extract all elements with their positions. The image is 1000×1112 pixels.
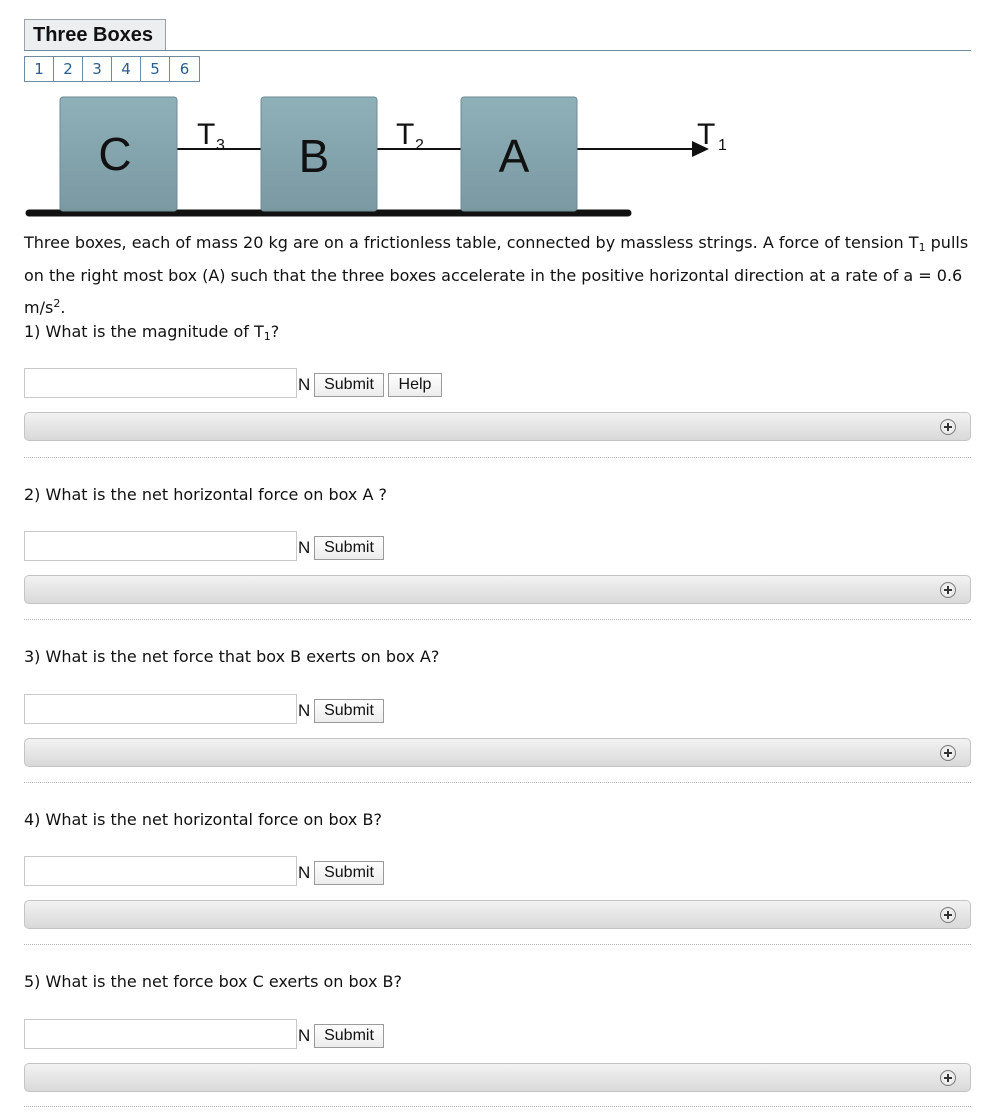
page-tab-1[interactable]: 1: [24, 56, 54, 82]
problem-subscript: 1: [918, 241, 926, 254]
problem-text-part-1: Three boxes, each of mass 20 kg are on a frictionless table, connected by massless strings. A force of tension T: [24, 233, 919, 252]
expand-plus-icon[interactable]: [940, 907, 956, 923]
page-tab-4[interactable]: 4: [111, 56, 141, 82]
question-1-subscript: 1: [263, 330, 271, 343]
question-3-answer-input[interactable]: [24, 694, 297, 724]
question-5-answer-input[interactable]: [24, 1019, 297, 1049]
question-1-help-button[interactable]: Help: [388, 373, 442, 397]
question-4-submit-button[interactable]: Submit: [314, 861, 384, 885]
page-tab-2[interactable]: 2: [53, 56, 83, 82]
problem-text-part-2: pulls on the right most box (A) such that the three boxes accelerate in the positive horizontal direction at a rate of a = 0.6 m/s: [24, 233, 969, 317]
question-1-text: [24, 321, 974, 348]
question-2-text: 2) What is the net horizontal force on box A ?: [24, 485, 387, 504]
question-4-unit: N: [298, 863, 311, 882]
question-1-submit-button[interactable]: Submit: [314, 373, 384, 397]
box-b: [261, 97, 377, 211]
question-1-unit: N: [298, 375, 311, 394]
tension-t3-label: T: [197, 118, 216, 151]
question-divider: [24, 944, 971, 945]
problem-text-part-3: .: [60, 298, 66, 317]
question-5-hint-bar[interactable]: [24, 1063, 971, 1092]
page-tab-3[interactable]: 3: [82, 56, 112, 82]
tension-t2-subscript: 2: [415, 137, 424, 154]
question-1-hint-bar[interactable]: [24, 412, 971, 441]
expand-plus-icon[interactable]: [940, 745, 956, 761]
tension-t2-label: T: [396, 118, 415, 151]
question-4-answer-input[interactable]: [24, 856, 297, 886]
question-2-unit: N: [298, 538, 311, 557]
box-c-label: C: [98, 128, 132, 180]
page-tab-5[interactable]: 5: [140, 56, 170, 82]
question-1-prefix: 1) What is the magnitude of T: [24, 322, 264, 341]
question-5-text: 5) What is the net force box C exerts on box B?: [24, 972, 402, 991]
tension-t1-subscript: 1: [718, 137, 727, 154]
expand-plus-icon[interactable]: [940, 582, 956, 598]
question-4-text: 4) What is the net horizontal force on box B?: [24, 810, 382, 829]
question-3-text: 3) What is the net force that box B exerts on box A?: [24, 647, 440, 666]
box-a-label: A: [498, 130, 530, 182]
question-2-hint-bar[interactable]: [24, 575, 971, 604]
tension-t1-label: T: [697, 118, 716, 151]
question-4-hint-bar[interactable]: [24, 900, 971, 929]
box-b-label: B: [298, 130, 330, 182]
question-divider: [24, 1106, 971, 1107]
question-5-submit-button[interactable]: Submit: [314, 1024, 384, 1048]
question-5-unit: N: [298, 1026, 311, 1045]
expand-plus-icon[interactable]: [940, 1070, 956, 1086]
question-divider: [24, 619, 971, 620]
box-a: [461, 97, 577, 211]
page-tab-6[interactable]: 6: [169, 56, 200, 82]
question-1-suffix: ?: [270, 322, 280, 341]
question-divider: [24, 782, 971, 783]
three-boxes-diagram: [0, 0, 1000, 225]
tension-t3-subscript: 3: [216, 137, 225, 154]
expand-plus-icon[interactable]: [940, 419, 956, 435]
box-c: [60, 97, 177, 211]
problem-title: Three Boxes: [24, 19, 166, 51]
question-2-answer-input[interactable]: [24, 531, 297, 561]
question-3-hint-bar[interactable]: [24, 738, 971, 767]
question-2-submit-button[interactable]: Submit: [314, 536, 384, 560]
problem-statement: [24, 229, 974, 322]
question-3-unit: N: [298, 701, 311, 720]
question-divider: [24, 457, 971, 458]
problem-superscript: 2: [53, 297, 61, 310]
question-3-submit-button[interactable]: Submit: [314, 699, 384, 723]
question-1-answer-input[interactable]: [24, 368, 297, 398]
